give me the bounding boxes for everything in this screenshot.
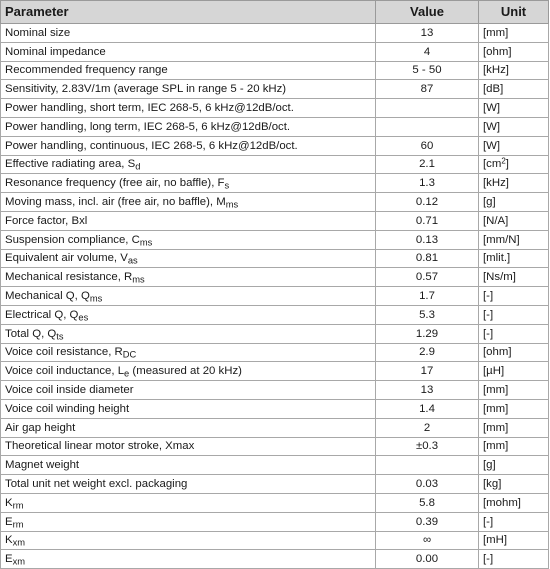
header-unit: Unit: [479, 1, 549, 24]
parameter-label: Electrical Q, Q: [5, 308, 79, 321]
parameter-cell: [1, 437, 376, 456]
unit-cell: [W]: [479, 99, 549, 118]
value-cell: 0.12: [376, 193, 479, 212]
value-cell: [376, 99, 479, 118]
table-row: [1, 249, 549, 268]
unit-cell: [Ns/m]: [479, 268, 549, 287]
unit-label: [cm: [483, 158, 502, 171]
parameter-cell: [1, 268, 376, 287]
parameter-subscript: ms: [139, 236, 153, 247]
table-row: [1, 24, 549, 43]
parameter-cell: [1, 211, 376, 230]
parameter-cell: [1, 418, 376, 437]
parameter-cell: [1, 61, 376, 80]
unit-cell: [mohm]: [479, 493, 549, 512]
value-cell: 0.57: [376, 268, 479, 287]
parameter-label: Power handling, continuous, IEC 268-5, 6 kHz@12dB/oct.: [5, 139, 298, 152]
parameter-cell: [1, 512, 376, 531]
parameter-cell: [1, 193, 376, 212]
table-row: [1, 362, 549, 381]
table-row: [1, 117, 549, 136]
unit-label-end: ]: [505, 158, 509, 171]
table-row: [1, 80, 549, 99]
parameter-label: Suspension compliance, C: [5, 233, 140, 246]
parameter-cell: [1, 381, 376, 400]
unit-cell: [mm]: [479, 24, 549, 43]
parameter-subscript: d: [135, 161, 141, 172]
parameter-label: E: [5, 553, 13, 566]
unit-cell: [-]: [479, 512, 549, 531]
parameter-subscript: xm: [12, 537, 26, 548]
unit-cell: [W]: [479, 117, 549, 136]
value-cell: 5.8: [376, 493, 479, 512]
parameter-cell: [1, 230, 376, 249]
parameter-cell: [1, 362, 376, 381]
parameter-cell: [1, 493, 376, 512]
unit-superscript: 2: [501, 156, 506, 166]
parameter-label: K: [5, 534, 13, 547]
parameter-label: E: [5, 515, 13, 528]
value-cell: 1.4: [376, 399, 479, 418]
parameter-label: Force factor, Bxl: [5, 214, 88, 227]
parameter-subscript: DC: [122, 349, 137, 360]
parameter-cell: [1, 475, 376, 494]
table-row: [1, 230, 549, 249]
parameter-label: Voice coil inside diameter: [5, 384, 134, 397]
parameter-cell: [1, 136, 376, 155]
parameter-cell: [1, 99, 376, 118]
parameter-cell: [1, 42, 376, 61]
table-row: [1, 531, 549, 550]
unit-cell: [-]: [479, 550, 549, 569]
table-row: [1, 343, 549, 362]
unit-cell: [dB]: [479, 80, 549, 99]
unit-cell: [mm]: [479, 418, 549, 437]
parameter-label: Resonance frequency (free air, no baffle), F: [5, 177, 225, 190]
unit-cell: [ohm]: [479, 343, 549, 362]
unit-cell: [-]: [479, 287, 549, 306]
unit-cell: [mm]: [479, 381, 549, 400]
parameter-label: Effective radiating area, S: [5, 158, 136, 171]
parameter-label: Nominal size: [5, 26, 71, 39]
parameter-cell: [1, 343, 376, 362]
value-cell: ±0.3: [376, 437, 479, 456]
parameter-subscript: rm: [12, 518, 24, 529]
unit-cell: [-]: [479, 324, 549, 343]
unit-cell: [mm]: [479, 399, 549, 418]
parameter-label: Magnet weight: [5, 459, 80, 472]
value-cell: ∞: [376, 531, 479, 550]
parameter-cell: [1, 287, 376, 306]
unit-cell: [ohm]: [479, 42, 549, 61]
parameter-cell: [1, 24, 376, 43]
parameter-label: Sensitivity, 2.83V/1m (average SPL in range 5 - 20 kHz): [5, 83, 287, 96]
parameter-cell: [1, 249, 376, 268]
header-parameter: Parameter: [1, 1, 376, 24]
unit-cell: [-]: [479, 305, 549, 324]
parameter-label: Total Q, Q: [5, 327, 57, 340]
parameter-subscript: ms: [132, 274, 145, 285]
table-row: [1, 456, 549, 475]
value-cell: 1.3: [376, 174, 479, 193]
parameter-cell: [1, 155, 376, 174]
parameter-subscript: xm: [12, 556, 26, 567]
parameter-label: Total unit net weight excl. packaging: [5, 478, 188, 491]
parameter-cell: [1, 80, 376, 99]
value-cell: 1.7: [376, 287, 479, 306]
value-cell: 17: [376, 362, 479, 381]
unit-cell: [kHz]: [479, 61, 549, 80]
parameter-label: Voice coil resistance, R: [5, 346, 123, 359]
parameter-cell: [1, 550, 376, 569]
unit-cell: [N/A]: [479, 211, 549, 230]
parameter-label: Voice coil inductance, L: [5, 365, 125, 378]
value-cell: 13: [376, 381, 479, 400]
value-cell: 0.13: [376, 230, 479, 249]
parameter-label: Mechanical resistance, R: [5, 271, 133, 284]
value-cell: 2.9: [376, 343, 479, 362]
parameter-subscript: es: [78, 312, 89, 323]
parameter-cell: [1, 456, 376, 475]
parameter-subscript: ts: [56, 330, 64, 341]
table-row: [1, 155, 549, 174]
parameter-subscript: ms: [225, 199, 239, 210]
table-row: [1, 305, 549, 324]
parameter-label: Theoretical linear motor stroke, Xmax: [5, 440, 195, 453]
table-row: [1, 512, 549, 531]
unit-cell: [W]: [479, 136, 549, 155]
value-cell: 5 - 50: [376, 61, 479, 80]
value-cell: [376, 456, 479, 475]
table-row: [1, 61, 549, 80]
parameter-cell: [1, 117, 376, 136]
value-cell: 1.29: [376, 324, 479, 343]
table-row: [1, 381, 549, 400]
unit-cell: [479, 155, 549, 174]
unit-cell: [g]: [479, 193, 549, 212]
table-row: [1, 174, 549, 193]
table-row: [1, 193, 549, 212]
value-cell: 0.39: [376, 512, 479, 531]
parameter-label: Nominal impedance: [5, 45, 106, 58]
parameter-cell: [1, 531, 376, 550]
parameter-subscript: rm: [12, 500, 24, 511]
parameter-label: Moving mass, incl. air (free air, no baffle), M: [5, 196, 226, 209]
unit-cell: [mH]: [479, 531, 549, 550]
unit-cell: [kHz]: [479, 174, 549, 193]
parameter-subscript: e: [124, 368, 130, 379]
value-cell: 60: [376, 136, 479, 155]
parameter-subscript: ms: [89, 293, 103, 304]
table-row: [1, 42, 549, 61]
table-row: [1, 437, 549, 456]
parameter-label: Equivalent air volume, V: [5, 252, 128, 265]
parameter-label: Recommended frequency range: [5, 64, 168, 77]
parameter-cell: [1, 324, 376, 343]
parameter-label: Power handling, long term, IEC 268-5, 6 kHz@12dB/oct.: [5, 120, 291, 133]
table-row: [1, 493, 549, 512]
header-row: [1, 1, 549, 24]
table-row: [1, 418, 549, 437]
parameter-label: K: [5, 496, 13, 509]
unit-cell: [kg]: [479, 475, 549, 494]
value-cell: 2.1: [376, 155, 479, 174]
parameter-cell: [1, 305, 376, 324]
unit-cell: [mm/N]: [479, 230, 549, 249]
value-cell: 2: [376, 418, 479, 437]
table-row: [1, 287, 549, 306]
parameter-cell: [1, 399, 376, 418]
parameter-cell: [1, 174, 376, 193]
table-row: [1, 99, 549, 118]
parameter-label-end: (measured at 20 kHz): [129, 365, 242, 378]
table-row: [1, 550, 549, 569]
parameter-label: Voice coil winding height: [5, 402, 130, 415]
value-cell: 0.00: [376, 550, 479, 569]
table-row: [1, 136, 549, 155]
value-cell: 5.3: [376, 305, 479, 324]
parameter-label: Power handling, short term, IEC 268-5, 6 kHz@12dB/oct.: [5, 102, 294, 115]
unit-cell: [µH]: [479, 362, 549, 381]
parameter-subscript: s: [224, 180, 230, 191]
parameter-label: Air gap height: [5, 421, 76, 434]
header-value: Value: [376, 1, 479, 24]
unit-cell: [mlit.]: [479, 249, 549, 268]
table-row: [1, 268, 549, 287]
value-cell: 4: [376, 42, 479, 61]
table-row: [1, 399, 549, 418]
value-cell: [376, 117, 479, 136]
value-cell: 0.71: [376, 211, 479, 230]
value-cell: 87: [376, 80, 479, 99]
value-cell: 0.81: [376, 249, 479, 268]
parameter-subscript: as: [127, 255, 138, 266]
table-row: [1, 475, 549, 494]
table-row: [1, 211, 549, 230]
table-row: [1, 324, 549, 343]
unit-cell: [g]: [479, 456, 549, 475]
value-cell: 13: [376, 24, 479, 43]
unit-cell: [mm]: [479, 437, 549, 456]
value-cell: 0.03: [376, 475, 479, 494]
parameter-label: Mechanical Q, Q: [5, 290, 90, 303]
